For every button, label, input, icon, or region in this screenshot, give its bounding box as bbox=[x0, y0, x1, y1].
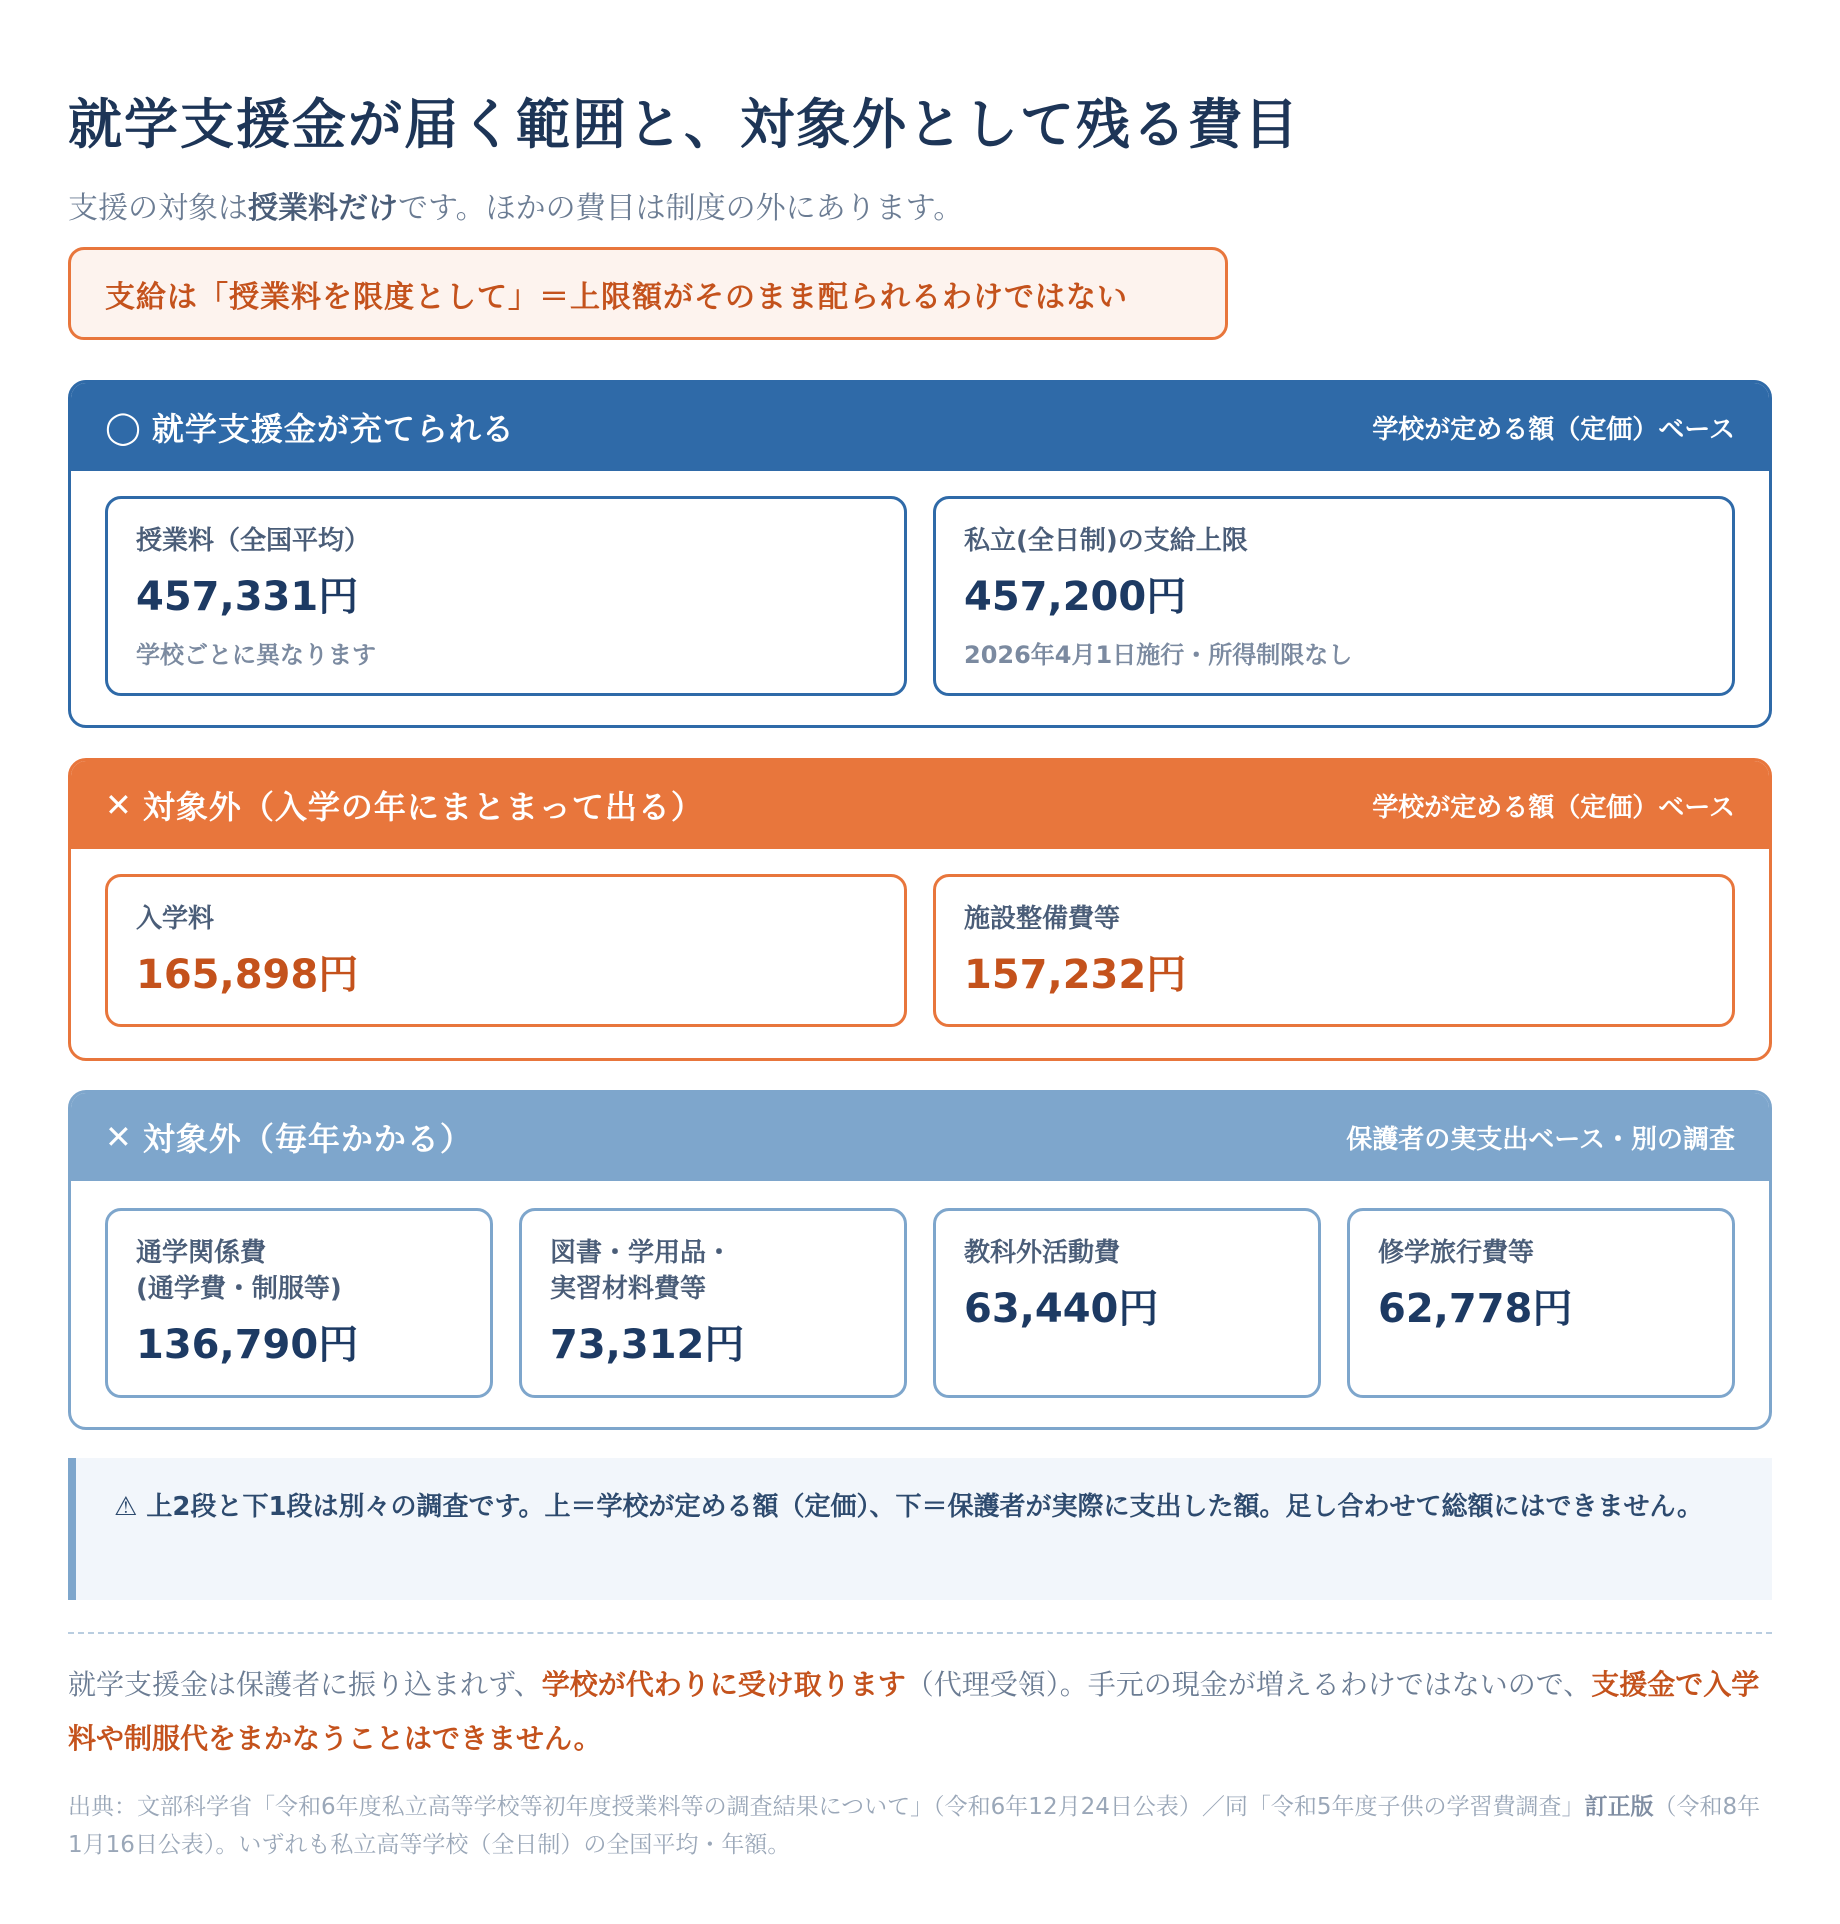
panel-excluded-yearly bbox=[68, 1090, 1772, 1430]
card-extracurricular bbox=[933, 1208, 1321, 1398]
subtitle-pre: 支援の対象は bbox=[68, 191, 248, 226]
page-title: 就学支援金が届く範囲と、対象外として残る費目 bbox=[68, 93, 1300, 156]
panel-covered-title: 就学支援金が充てられる bbox=[151, 410, 515, 448]
source-note: 出典：文部科学省「令和6年度私立高等学校等初年度授業料等の調査結果について」（令和6年12月24日公表）／同「令和5年度子供の学習費調査」訂正版（令和8年1月16日公表）。いずれも私立高等学校（全日制）の全国平均・年額。 bbox=[68, 1794, 1761, 1858]
card-value: 73,312円 bbox=[550, 1322, 745, 1368]
card-label: 図書・学用品・ 実習材料費等 bbox=[550, 1238, 733, 1304]
panel-excluded-entry-cards bbox=[105, 874, 1735, 1027]
cross-icon: ✕ bbox=[105, 1118, 133, 1156]
card-commute-cost bbox=[105, 1208, 493, 1398]
panel-excluded-yearly-note: 保護者の実支出ベース・別の調査 bbox=[1346, 1124, 1735, 1155]
card-label: 施設整備費等 bbox=[964, 904, 1121, 934]
panel-covered bbox=[68, 380, 1772, 728]
card-label: 修学旅行費等 bbox=[1378, 1238, 1535, 1268]
card-admission-fee bbox=[105, 874, 907, 1027]
card-school-trip bbox=[1347, 1208, 1735, 1398]
divider bbox=[68, 1632, 1772, 1634]
card-value: 63,440円 bbox=[964, 1286, 1159, 1332]
page-subtitle bbox=[68, 183, 963, 227]
warning-icon: ⚠ bbox=[114, 1492, 138, 1522]
card-label: 通学関係費 (通学費・制服等) bbox=[136, 1238, 342, 1304]
card-sub: 2026年4月1日施行・所得制限なし bbox=[964, 641, 1353, 669]
card-value: 62,778円 bbox=[1378, 1286, 1573, 1332]
callout-text: 支給は「授業料を限度として」＝上限額がそのまま配られるわけではない bbox=[105, 279, 1128, 315]
panel-covered-note: 学校が定める額（定価）ベース bbox=[1372, 414, 1735, 445]
panel-excluded-entry-note: 学校が定める額（定価）ベース bbox=[1372, 792, 1735, 823]
subtitle-bold: 授業料だけ bbox=[248, 191, 398, 226]
panel-covered-cards bbox=[105, 496, 1735, 696]
card-value: 165,898円 bbox=[136, 952, 359, 998]
card-label: 授業料（全国平均） bbox=[136, 526, 371, 556]
card-books-supplies bbox=[519, 1208, 907, 1398]
warning-text: 上2段と下1段は別々の調査です。上＝学校が定める額（定価）、下＝保護者が実際に支出した額。足し合わせて総額にはできません。 bbox=[146, 1492, 1704, 1522]
card-sub: 学校ごとに異なります bbox=[136, 641, 376, 669]
warning-box bbox=[68, 1458, 1772, 1600]
panel-excluded-entry-header bbox=[71, 761, 1769, 849]
card-value: 136,790円 bbox=[136, 1322, 359, 1368]
card-value: 457,200円 bbox=[964, 574, 1187, 620]
source-bold: 訂正版 bbox=[1584, 1794, 1654, 1820]
panel-excluded-entry-title: 対象外（入学の年にまとまって出る） bbox=[142, 788, 704, 826]
card-tuition-average bbox=[105, 496, 907, 696]
subtitle-post: です。ほかの費目は制度の外にあります。 bbox=[398, 191, 964, 226]
panel-excluded-yearly-cards bbox=[105, 1208, 1735, 1398]
cross-icon: ✕ bbox=[105, 786, 133, 824]
highlight-text: 支援金で入学料や制服代をまかなうことはできません。 bbox=[68, 1668, 1760, 1755]
panel-excluded-yearly-title: 対象外（毎年かかる） bbox=[142, 1120, 473, 1158]
card-support-cap bbox=[933, 496, 1735, 696]
card-label: 私立(全日制)の支給上限 bbox=[964, 526, 1248, 556]
callout-box bbox=[68, 247, 1228, 340]
highlight-text: 学校が代わりに受け取ります bbox=[541, 1668, 906, 1701]
body-paragraph: 就学支援金は保護者に振り込まれず、学校が代わりに受け取ります（代理受領）。手元の現金が増えるわけではないので、支援金で入学料や制服代をまかなうことはできません。 bbox=[68, 1668, 1760, 1755]
panel-covered-header bbox=[71, 383, 1769, 471]
card-label: 教科外活動費 bbox=[964, 1238, 1121, 1268]
panel-excluded-yearly-header bbox=[71, 1093, 1769, 1181]
card-label: 入学料 bbox=[136, 904, 215, 934]
card-facility-fee bbox=[933, 874, 1735, 1027]
circle-icon: ◯ bbox=[105, 408, 142, 446]
card-value: 157,232円 bbox=[964, 952, 1187, 998]
panel-excluded-entry bbox=[68, 758, 1772, 1061]
card-value: 457,331円 bbox=[136, 574, 359, 620]
